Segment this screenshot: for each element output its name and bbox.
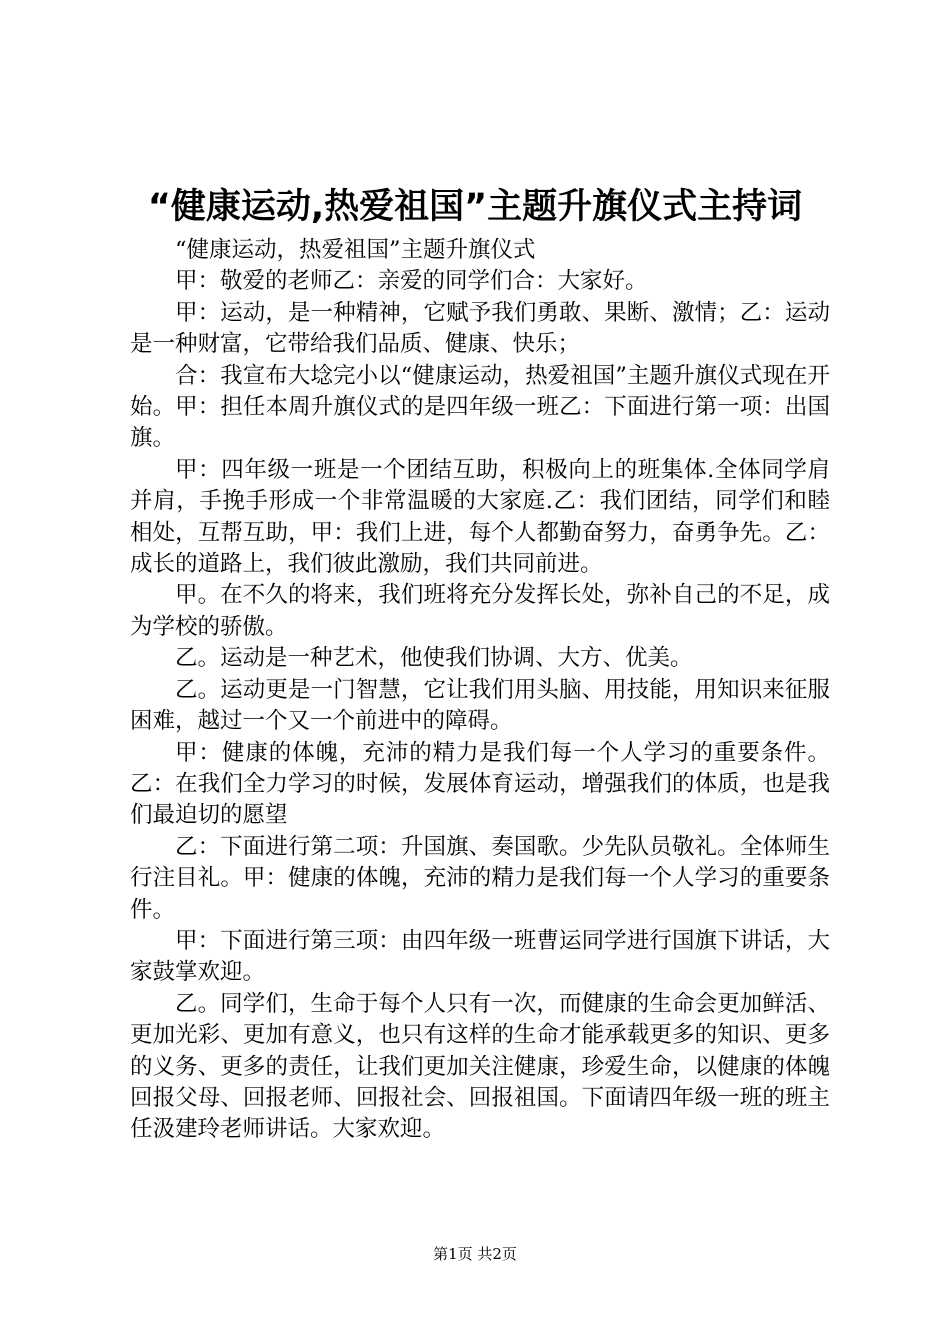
paragraph: 乙。运动更是一门智慧，它让我们用头脑、用技能，用知识来征服困难，越过一个又一个前进中的障碍。 <box>130 676 830 735</box>
paragraph: 甲：运动，是一种精神，它赋予我们勇敢、果断、激情；乙：运动是一种财富，它带给我们品质、健康、快乐； <box>130 299 830 358</box>
paragraph: 乙。同学们，生命于每个人只有一次，而健康的生命会更加鲜活、更加光彩、更加有意义，也只有这样的生命才能承载更多的知识、更多的义务、更多的责任，让我们更加关注健康，珍爱生命，以健康的体魄回报父母、回报老师、回报社会、回报祖国。下面请四年级一班的班主任汲建玲老师讲话。大家欢迎。 <box>130 990 830 1143</box>
document-title: “健康运动,热爱祖国”主题升旗仪式主持词 <box>147 187 803 227</box>
paragraph: 甲：敬爱的老师乙：亲爱的同学们合：大家好。 <box>175 268 648 295</box>
paragraph: “健康运动，热爱祖国”主题升旗仪式 <box>175 237 536 263</box>
document-body <box>130 235 830 1146</box>
paragraph: 合：我宣布大埝完小以“健康运动，热爱祖国”主题升旗仪式现在开始。甲：担任本周升旗仪式的是四年级一班乙：下面进行第一项：出国旗。 <box>130 362 830 452</box>
paragraph: 甲。在不久的将来，我们班将充分发挥长处，弥补自己的不足，成为学校的骄傲。 <box>130 582 830 640</box>
paragraph: 甲：健康的体魄，充沛的精力是我们每一个人学习的重要条件。乙：在我们全力学习的时候，发展体育运动，增强我们的体质，也是我们最迫切的愿望 <box>130 739 830 829</box>
paragraph: 乙。运动是一种艺术，他使我们协调、大方、优美。 <box>175 645 693 672</box>
paragraph: 甲：四年级一班是一个团结互助，积极向上的班集体.全体同学肩并肩，手挽手形成一个非常温暖的大家庭.乙：我们团结，同学们和睦相处，互帮互助，甲：我们上进，每个人都勤奋努力，奋勇争先。乙：成长的道路上，我们彼此激励，我们共同前进。 <box>130 456 830 578</box>
page-number-footer: 第1页 共2页 <box>433 1245 517 1263</box>
paragraph: 甲：下面进行第三项：由四年级一班曹运同学进行国旗下讲话，大家鼓掌欢迎。 <box>130 927 830 986</box>
paragraph: 乙：下面进行第二项：升国旗、奏国歌。少先队员敬礼。全体师生行注目礼。甲：健康的体魄，充沛的精力是我们每一个人学习的重要条件。 <box>130 833 830 923</box>
